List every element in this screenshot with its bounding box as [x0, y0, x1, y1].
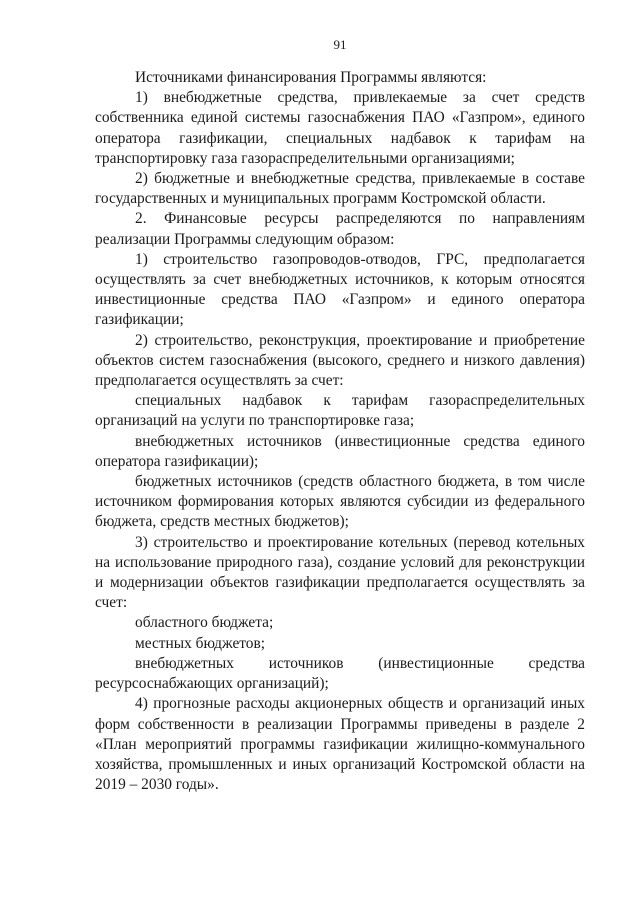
- paragraph-budget-sources: бюджетных источников (средств областного бюджета, в том числе источником формирования которых являются субсидии из федерального бюджета, средств местных бюджетов);: [95, 473, 585, 531]
- paragraph-gas-supply-systems: 2) строительство, реконструкция, проектирование и приобретение объектов систем газоснабжения (высокого, среднего и низкого давления) предполагается осуществлять за счет:: [95, 331, 585, 390]
- paragraph-forecast-expenses: 4) прогнозные расходы акционерных обществ и организаций иных форм собственности в реализации Программы приведены в разделе 2 «План мероприятий программы газификации жилищно-коммунального хозяйства, промышленных и иных организаций Костромской области на 2019 – 2030 годы».: [95, 695, 585, 794]
- paragraph-resource-supply-orgs: внебюджетных источников (инвестиционные средства ресурсоснабжающих организаций);: [95, 654, 585, 693]
- paragraph-regional-budget: областного бюджета;: [135, 614, 274, 632]
- page-number: 91: [333, 37, 347, 52]
- paragraph-source-extrabudgetary: 1) внебюджетные средства, привлекаемые за счет средств собственника единой системы газоснабжения ПАО «Газпром», единого оператора газификации, специальных надбавок к тарифам на транспортировку газа газораспределительными организациями;: [95, 89, 585, 167]
- paragraph-financing-sources-intro: Источниками финансирования Программы являются:: [135, 69, 487, 86]
- paragraph-special-surcharges: специальных надбавок к тарифам газораспределительных организаций на услуги по транспортировке газа;: [95, 392, 585, 430]
- paragraph-boiler-houses: 3) строительство и проектирование котельных (перевод котельных на использование природного газа), создание условий для реконструкции и модернизации объектов газификации предполагается осуществлять за счет:: [95, 533, 585, 612]
- paragraph-extrabudgetary-operator: внебюджетных источников (инвестиционные средства единого оператора газификации);: [95, 432, 585, 470]
- paragraph-local-budgets: местных бюджетов;: [135, 634, 266, 652]
- document-body: [95, 68, 585, 795]
- paragraph-pipelines-grs: 1) строительство газопроводов-отводов, ГРС, предполагается осуществлять за счет внебюджетных источников, к которым относятся инвестиционные средства ПАО «Газпром» и единого оператора газификации;: [95, 250, 585, 329]
- paragraph-resource-distribution: 2. Финансовые ресурсы распределяются по направлениям реализации Программы следующим образом:: [95, 210, 585, 248]
- paragraph-source-budgetary: 2) бюджетные и внебюджетные средства, привлекаемые в составе государственных и муниципальных программ Костромской области.: [95, 170, 585, 208]
